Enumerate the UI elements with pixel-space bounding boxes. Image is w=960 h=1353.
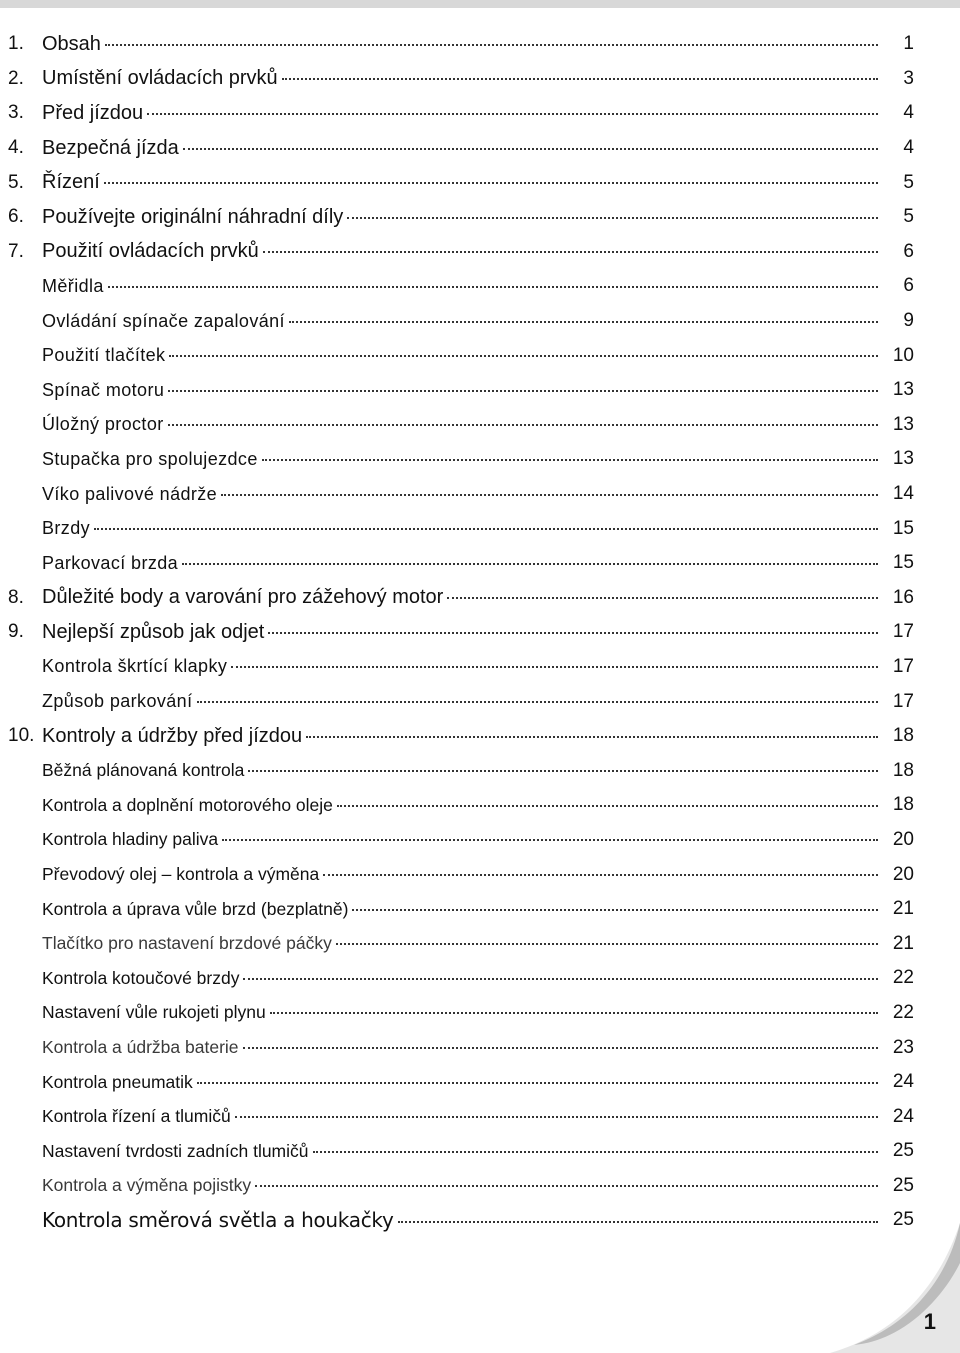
toc-entry[interactable] [0, 1065, 960, 1100]
toc-entry-page: 9 [903, 310, 914, 332]
toc-entry-title: Obsah [42, 32, 101, 55]
top-border [0, 0, 960, 8]
toc-entry-page: 6 [903, 275, 914, 297]
toc-entry-line [42, 725, 878, 748]
toc-entry-number: 8. [8, 586, 24, 608]
toc-entry-title: Použití tlačítek [42, 345, 166, 366]
toc-entry-page: 15 [892, 517, 914, 539]
toc-entry-page: 17 [892, 621, 914, 643]
toc-entry-line [42, 553, 878, 574]
toc-entry-page: 24 [892, 1071, 914, 1093]
toc-entry-line [42, 137, 878, 160]
toc-entry-title: Kontrola hladiny paliva [42, 829, 219, 850]
dot-leader [289, 321, 878, 323]
toc-entry-title: Před jízdou [42, 101, 144, 124]
toc-entry[interactable] [0, 684, 960, 719]
toc-entry-page: 4 [903, 102, 914, 124]
toc-entry-line [42, 102, 878, 125]
toc-entry-number: 7. [8, 240, 24, 262]
toc-entry-title: Nastavení tvrdosti zadních tlumičů [42, 1140, 309, 1161]
toc-entry-line [42, 1175, 878, 1196]
toc-entry-line [42, 1208, 878, 1232]
toc-entry[interactable] [0, 477, 960, 512]
page-curl-decoration [830, 1223, 960, 1353]
toc-entry-line [42, 899, 878, 920]
toc-entry-line [42, 276, 878, 297]
toc-entry-title: Nastavení vůle rukojeti plynu [42, 1002, 266, 1023]
toc-entry-line [42, 760, 878, 781]
dot-leader [255, 1185, 878, 1187]
toc-entry-line [42, 380, 878, 401]
toc-entry-line [42, 414, 878, 435]
toc-entry-number: 5. [8, 171, 24, 193]
toc-entry[interactable] [0, 338, 960, 373]
toc-entry-page: 22 [892, 967, 914, 989]
toc-entry-page: 18 [892, 794, 914, 816]
toc-entry-line [42, 829, 878, 850]
toc-entry[interactable] [0, 996, 960, 1031]
dot-leader [447, 597, 878, 599]
dot-leader [168, 424, 878, 426]
toc-entry[interactable] [0, 719, 960, 754]
toc-entry-line [42, 240, 878, 263]
toc-entry[interactable] [0, 961, 960, 996]
toc-entry[interactable] [0, 926, 960, 961]
toc-entry[interactable] [0, 1030, 960, 1065]
toc-entry-title: Kontrola pneumatik [42, 1071, 193, 1092]
toc-entry-page: 4 [903, 137, 914, 159]
toc-entry-title: Stupačka pro spolujezdce [42, 448, 258, 469]
toc-entry-title: Brzdy [42, 518, 91, 539]
toc-entry-line [42, 311, 878, 332]
toc-entry-page: 20 [892, 863, 914, 885]
toc-entry-title: Úložný proctor [42, 414, 164, 435]
toc-entry-line [42, 933, 878, 954]
toc-entry-page: 1 [903, 33, 914, 55]
toc-entry-page: 15 [892, 552, 914, 574]
toc-entry[interactable] [0, 304, 960, 339]
toc-entry-page: 22 [892, 1001, 914, 1023]
toc-entry-title: Víko palivové nádrže [42, 483, 218, 504]
toc-entry[interactable] [0, 96, 960, 131]
toc-entry[interactable] [0, 511, 960, 546]
toc-entry-page: 25 [892, 1140, 914, 1162]
toc-entry-page: 14 [892, 483, 914, 505]
toc-entry-page: 21 [892, 898, 914, 920]
toc-entry-page: 23 [892, 1036, 914, 1058]
toc-entry-title: Kontrola škrtící klapky [42, 656, 228, 677]
toc-entry[interactable] [0, 1099, 960, 1134]
toc-entry[interactable] [0, 892, 960, 927]
toc-entry-number: 9. [8, 621, 24, 643]
toc-entry[interactable] [0, 235, 960, 270]
toc-entry-page: 24 [892, 1105, 914, 1127]
dot-leader [105, 44, 878, 46]
dot-leader [235, 1116, 878, 1118]
toc-entry-title: Důležité body a varování pro zážehový motor [42, 586, 444, 609]
toc-entry-line [42, 345, 878, 366]
toc-entry-page: 20 [892, 828, 914, 850]
toc-entry-page: 25 [892, 1174, 914, 1196]
toc-entry-page: 5 [903, 171, 914, 193]
toc-entry-page: 17 [892, 655, 914, 677]
toc-entry[interactable] [0, 615, 960, 650]
dot-leader [268, 632, 878, 634]
dot-leader [197, 1082, 878, 1084]
toc-entry-page: 17 [892, 690, 914, 712]
page-number: 1 [923, 1309, 936, 1334]
toc-entry-title: Kontroly a údržby před jízdou [42, 724, 303, 747]
dot-leader [108, 286, 878, 288]
toc-entry-number: 6. [8, 206, 24, 228]
table-of-contents [0, 27, 960, 1238]
dot-leader [147, 113, 878, 115]
toc-entry-title: Kontrola a úprava vůle brzd (bezplatně) [42, 898, 349, 919]
toc-entry-title: Kontrola a doplnění motorového oleje [42, 794, 333, 815]
toc-entry[interactable] [0, 823, 960, 858]
toc-entry-page: 25 [892, 1209, 914, 1231]
dot-leader [104, 182, 878, 184]
toc-entry-line [42, 206, 878, 229]
toc-entry-number: 3. [8, 102, 24, 124]
toc-entry[interactable] [0, 1203, 960, 1238]
toc-entry[interactable] [0, 131, 960, 166]
toc-entry-page: 16 [892, 586, 914, 608]
toc-entry-page: 18 [892, 759, 914, 781]
toc-entry-line [42, 691, 878, 712]
toc-entry[interactable] [0, 1134, 960, 1169]
toc-entry-line [42, 968, 878, 989]
dot-leader [323, 874, 878, 876]
toc-entry-title: Ovládání spínače zapalování [42, 310, 285, 331]
dot-leader [222, 839, 878, 841]
toc-entry[interactable] [0, 546, 960, 581]
toc-entry[interactable] [0, 200, 960, 235]
toc-entry-page: 3 [903, 67, 914, 89]
dot-leader [168, 390, 878, 392]
toc-entry-number: 2. [8, 67, 24, 89]
toc-entry-title: Tlačítko pro nastavení brzdové páčky [42, 933, 332, 954]
dot-leader [248, 770, 878, 772]
toc-entry-line [42, 1106, 878, 1127]
toc-entry-title: Kontrola směrová světla a houkačky [42, 1208, 394, 1233]
toc-entry-title: Kontrola a údržba baterie [42, 1037, 239, 1058]
toc-entry-title: Způsob parkování [42, 691, 193, 712]
toc-entry-page: 13 [892, 448, 914, 470]
dot-leader [270, 1012, 878, 1014]
toc-entry-title: Běžná plánovaná kontrola [42, 760, 245, 781]
toc-entry-title: Řízení [42, 171, 100, 194]
toc-entry[interactable] [0, 373, 960, 408]
toc-entry-title: Umístění ovládacích prvků [42, 67, 278, 90]
toc-entry-line [42, 33, 878, 56]
toc-entry[interactable] [0, 1169, 960, 1204]
dot-leader [306, 736, 878, 738]
toc-entry-title: Kontrola a výměna pojistky [42, 1175, 252, 1196]
dot-leader [169, 355, 878, 357]
toc-entry-page: 6 [903, 240, 914, 262]
toc-entry-line [42, 171, 878, 194]
dot-leader [352, 909, 878, 911]
toc-entry-line [42, 795, 878, 816]
dot-leader [182, 563, 878, 565]
dot-leader [263, 251, 878, 253]
toc-entry-title: Kontrola řízení a tlumičů [42, 1106, 231, 1127]
toc-entry-title: Spínač motoru [42, 379, 165, 400]
toc-entry-page: 10 [892, 344, 914, 366]
dot-leader [94, 528, 878, 530]
toc-entry[interactable] [0, 408, 960, 443]
toc-entry-title: Použití ovládacích prvků [42, 240, 259, 263]
toc-entry[interactable] [0, 27, 960, 62]
dot-leader [336, 943, 878, 945]
toc-entry-line [42, 656, 878, 677]
toc-entry-line [42, 449, 878, 470]
toc-entry[interactable] [0, 650, 960, 685]
toc-entry-page: 13 [892, 379, 914, 401]
toc-entry-number: 10. [8, 725, 35, 747]
toc-entry[interactable] [0, 581, 960, 616]
toc-entry[interactable] [0, 442, 960, 477]
toc-entry-title: Parkovací brzda [42, 552, 179, 573]
toc-entry-number: 4. [8, 137, 24, 159]
toc-entry-title: Měřidla [42, 275, 104, 296]
toc-entry-line [42, 1141, 878, 1162]
toc-entry-page: 5 [903, 206, 914, 228]
toc-entry-line [42, 864, 878, 885]
dot-leader [313, 1151, 878, 1153]
toc-entry[interactable] [0, 753, 960, 788]
toc-entry-page: 18 [892, 725, 914, 747]
toc-entry-line [42, 518, 878, 539]
dot-leader [231, 666, 878, 668]
toc-entry-line [42, 484, 878, 505]
toc-entry-title: Bezpečná jízda [42, 136, 179, 159]
toc-entry[interactable] [0, 857, 960, 892]
toc-entry-title: Používejte originální náhradní díly [42, 205, 344, 228]
toc-entry-line [42, 1072, 878, 1093]
dot-leader [183, 148, 878, 150]
toc-entry[interactable] [0, 62, 960, 97]
dot-leader [398, 1221, 879, 1223]
dot-leader [221, 494, 878, 496]
toc-entry-line [42, 586, 878, 609]
toc-entry-page: 13 [892, 413, 914, 435]
dot-leader [262, 459, 878, 461]
toc-entry-line [42, 1002, 878, 1023]
dot-leader [243, 1047, 878, 1049]
toc-entry-line [42, 67, 878, 90]
toc-entry-line [42, 621, 878, 644]
toc-entry[interactable] [0, 788, 960, 823]
dot-leader [337, 805, 878, 807]
toc-entry-number: 1. [8, 33, 24, 55]
dot-leader [282, 78, 878, 80]
toc-entry-title: Kontrola kotoučové brzdy [42, 967, 240, 988]
dot-leader [197, 701, 879, 703]
toc-entry-title: Nejlepší způsob jak odjet [42, 620, 265, 643]
toc-entry-line [42, 1037, 878, 1058]
toc-entry[interactable] [0, 165, 960, 200]
dot-leader [347, 217, 878, 219]
dot-leader [243, 978, 878, 980]
toc-entry[interactable] [0, 269, 960, 304]
toc-entry-title: Převodový olej – kontrola a výměna [42, 864, 320, 885]
toc-entry-page: 21 [892, 932, 914, 954]
